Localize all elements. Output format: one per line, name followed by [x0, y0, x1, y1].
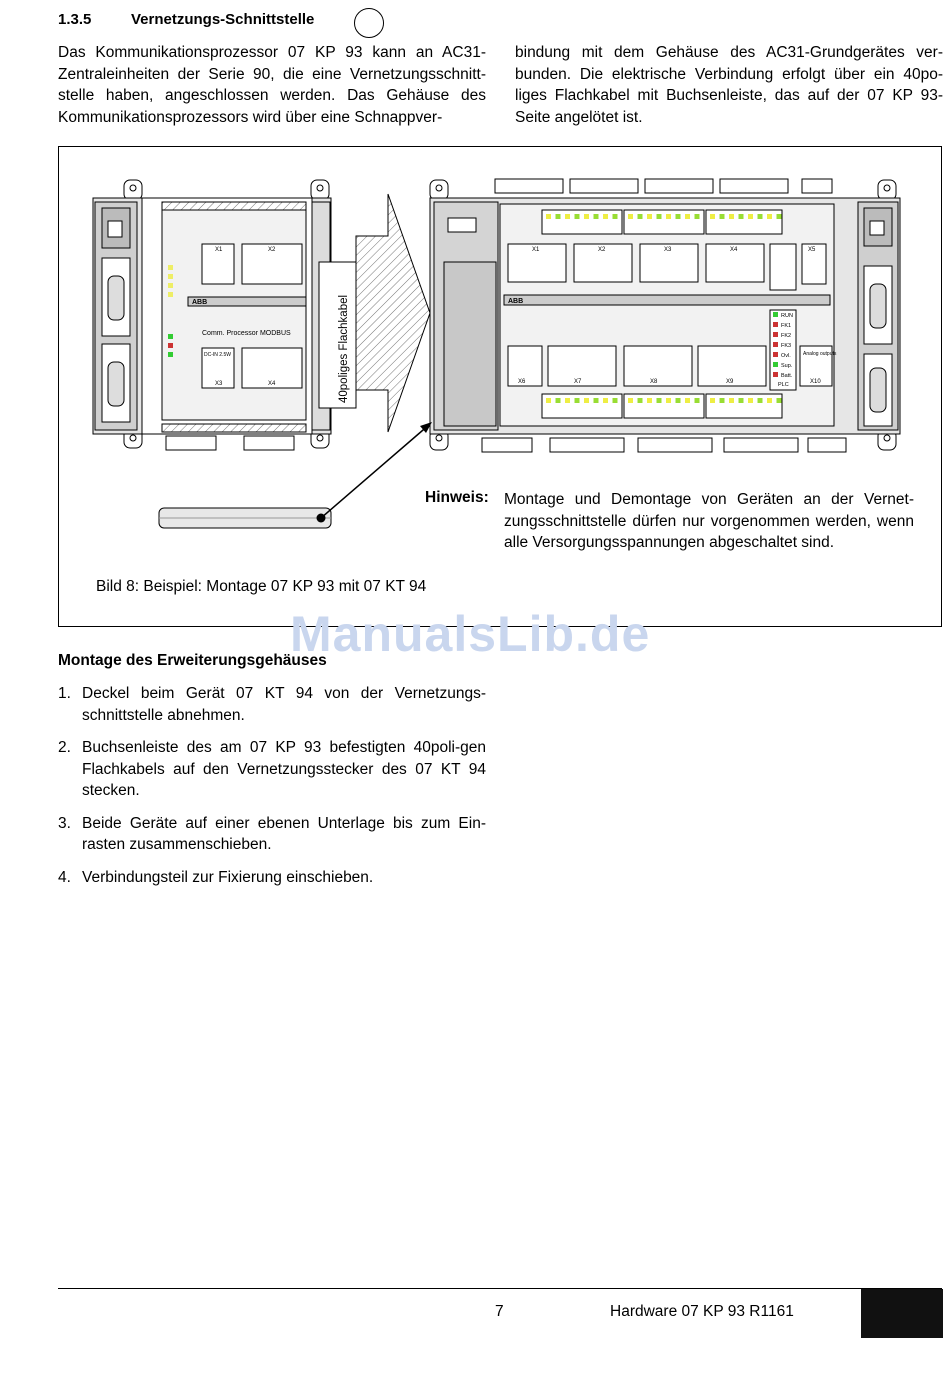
led-indicator [758, 398, 763, 403]
list-item [58, 737, 486, 802]
led-indicator [575, 398, 580, 403]
led-indicator [710, 214, 715, 219]
footer-title: Hardware 07 KP 93 R1161 [610, 1303, 794, 1320]
left-device-brand: ABB [192, 299, 208, 306]
section-title: Vernetzungs-Schnittstelle [131, 11, 315, 28]
led-indicator [676, 398, 681, 403]
led-indicator [613, 398, 618, 403]
led-indicator [584, 398, 589, 403]
left-device [93, 180, 331, 450]
list-item [58, 867, 486, 889]
intro-right-paragraph: bindung mit dem Gehäuse des AC31-Grundgerätes ver-bunden. Die elektrische Verbindung erfolgt über ein 40po-liges Flachkabel mit Buchsenleiste, das auf der 07 KP 93-Seite angelötet ist. [515, 44, 943, 126]
status-led-label: FK1 [781, 323, 792, 329]
led-indicator [603, 214, 608, 219]
status-led [773, 322, 778, 327]
left-device-x2-label: X2 [268, 247, 276, 253]
status-led-label: Batt. [781, 373, 793, 379]
section-marker-circle [354, 8, 384, 38]
right-terminal-x3: X3 [664, 247, 672, 253]
led-indicator [647, 398, 652, 403]
led-indicator [647, 214, 652, 219]
hinweis-label: Hinweis: [425, 489, 489, 506]
led-indicator [613, 214, 618, 219]
right-terminal-x6: X6 [518, 379, 526, 385]
led-indicator [638, 398, 643, 403]
right-terminal-x10: X10 [810, 379, 821, 385]
led-indicator [565, 214, 570, 219]
led-indicator [676, 214, 681, 219]
step-number: 1. [58, 685, 71, 702]
led-indicator [685, 398, 690, 403]
right-terminal-x9: X9 [726, 379, 734, 385]
status-led-label: Sup. [781, 363, 793, 369]
led-indicator [546, 398, 551, 403]
mounting-steps-list [58, 683, 486, 899]
right-terminal-x4: X4 [730, 247, 738, 253]
led-indicator [666, 398, 671, 403]
section-number: 1.3.5 [58, 11, 92, 28]
step-text: Verbindungsteil zur Fixierung einschieben. [82, 868, 374, 886]
led-indicator [720, 214, 725, 219]
led-indicator [638, 214, 643, 219]
led-indicator [739, 398, 744, 403]
footer-rule [58, 1288, 942, 1289]
cable-pointer-line [321, 424, 430, 518]
status-led-label: FK3 [781, 343, 792, 349]
led-indicator [575, 214, 580, 219]
led-indicator [729, 398, 734, 403]
led-indicator [710, 398, 715, 403]
led-indicator [767, 398, 772, 403]
status-led-label: Ovl. [781, 353, 791, 359]
led-indicator [748, 398, 753, 403]
step-number: 2. [58, 739, 71, 756]
led-indicator [758, 214, 763, 219]
led-indicator [546, 214, 551, 219]
left-device-power-label: DC-IN 2.5W [204, 352, 231, 358]
left-device-x3-label: X3 [215, 381, 223, 387]
step-text: Beide Geräte auf einer ebenen Unterlage bis zum Ein-rasten zusammenschieben. [82, 814, 486, 853]
right-device-plc-label: PLC [778, 382, 789, 388]
led-indicator [695, 214, 700, 219]
status-led-label: FK2 [781, 333, 792, 339]
list-item [58, 813, 486, 856]
status-led [773, 362, 778, 367]
right-device [430, 179, 900, 452]
led-indicator [666, 214, 671, 219]
right-terminal-x8: X8 [650, 379, 658, 385]
right-terminal-x1: X1 [532, 247, 540, 253]
status-led [773, 372, 778, 377]
left-device-name: Comm. Processor MODBUS [202, 330, 291, 337]
led-indicator [777, 398, 782, 403]
led-indicator [720, 398, 725, 403]
left-device-x4-label: X4 [268, 381, 276, 387]
led-indicator [556, 398, 561, 403]
led-indicator [685, 214, 690, 219]
figure-caption: Bild 8: Beispiel: Montage 07 KP 93 mit 07 KT 94 [96, 578, 427, 595]
step-number: 4. [58, 868, 71, 886]
led-indicator [628, 398, 633, 403]
led-indicator [739, 214, 744, 219]
mounting-heading: Montage des Erweiterungsgehäuses [58, 652, 327, 669]
led-indicator [594, 398, 599, 403]
step-text: Deckel beim Gerät 07 KT 94 von der Vernetzungs-schnittstelle abnehmen. [82, 685, 486, 724]
status-led-label: RUN [781, 313, 793, 319]
led-indicator [556, 214, 561, 219]
led-indicator [628, 214, 633, 219]
right-terminal-x5: X5 [808, 247, 816, 253]
right-terminal-x2: X2 [598, 247, 606, 253]
intro-left-paragraph: Das Kommunikationsprozessor 07 KP 93 kann an AC31-Zentraleinheiten der Serie 90, die eine Vernetzungsschnitt-stelle haben, angeschlossen werden. Das Gehäuse des Kommunikationsprozessors wird über eine Schnappver- [58, 44, 486, 126]
led-indicator [565, 398, 570, 403]
footer-tab-block [861, 1289, 943, 1338]
step-text: Buchsenleiste des am 07 KP 93 befestigten 40poli-gen Flachkabels auf den Vernetzungsstecker des 07 KT 94 stecken. [82, 739, 486, 799]
device-illustration [58, 146, 942, 627]
led-indicator [748, 214, 753, 219]
led-indicator [584, 214, 589, 219]
led-indicator [594, 214, 599, 219]
left-device-x1-label: X1 [215, 247, 223, 253]
page-number: 7 [495, 1303, 504, 1320]
right-terminal-x7: X7 [574, 379, 582, 385]
status-led [773, 352, 778, 357]
watermark: ManualsLib.de [290, 606, 651, 662]
led-indicator [657, 214, 662, 219]
led-indicator [603, 398, 608, 403]
status-led [773, 332, 778, 337]
led-indicator [695, 398, 700, 403]
mounting-arrow [356, 194, 430, 432]
led-indicator [729, 214, 734, 219]
status-led [773, 312, 778, 317]
right-device-analog-label: Analog outputs [803, 351, 837, 357]
led-indicator [657, 398, 662, 403]
status-led [773, 342, 778, 347]
right-device-brand: ABB [508, 298, 524, 305]
step-number: 3. [58, 814, 71, 832]
hinweis-text: Montage und Demontage von Geräten an der Vernet-zungsschnittstelle dürfen nur vorgenommen werden, wenn alle Versorgungsspannungen abgeschaltet sind. [504, 491, 914, 551]
cable-label: 40poliges Flachkabel [338, 294, 350, 403]
led-indicator [777, 214, 782, 219]
list-item [58, 683, 486, 726]
led-indicator [767, 214, 772, 219]
